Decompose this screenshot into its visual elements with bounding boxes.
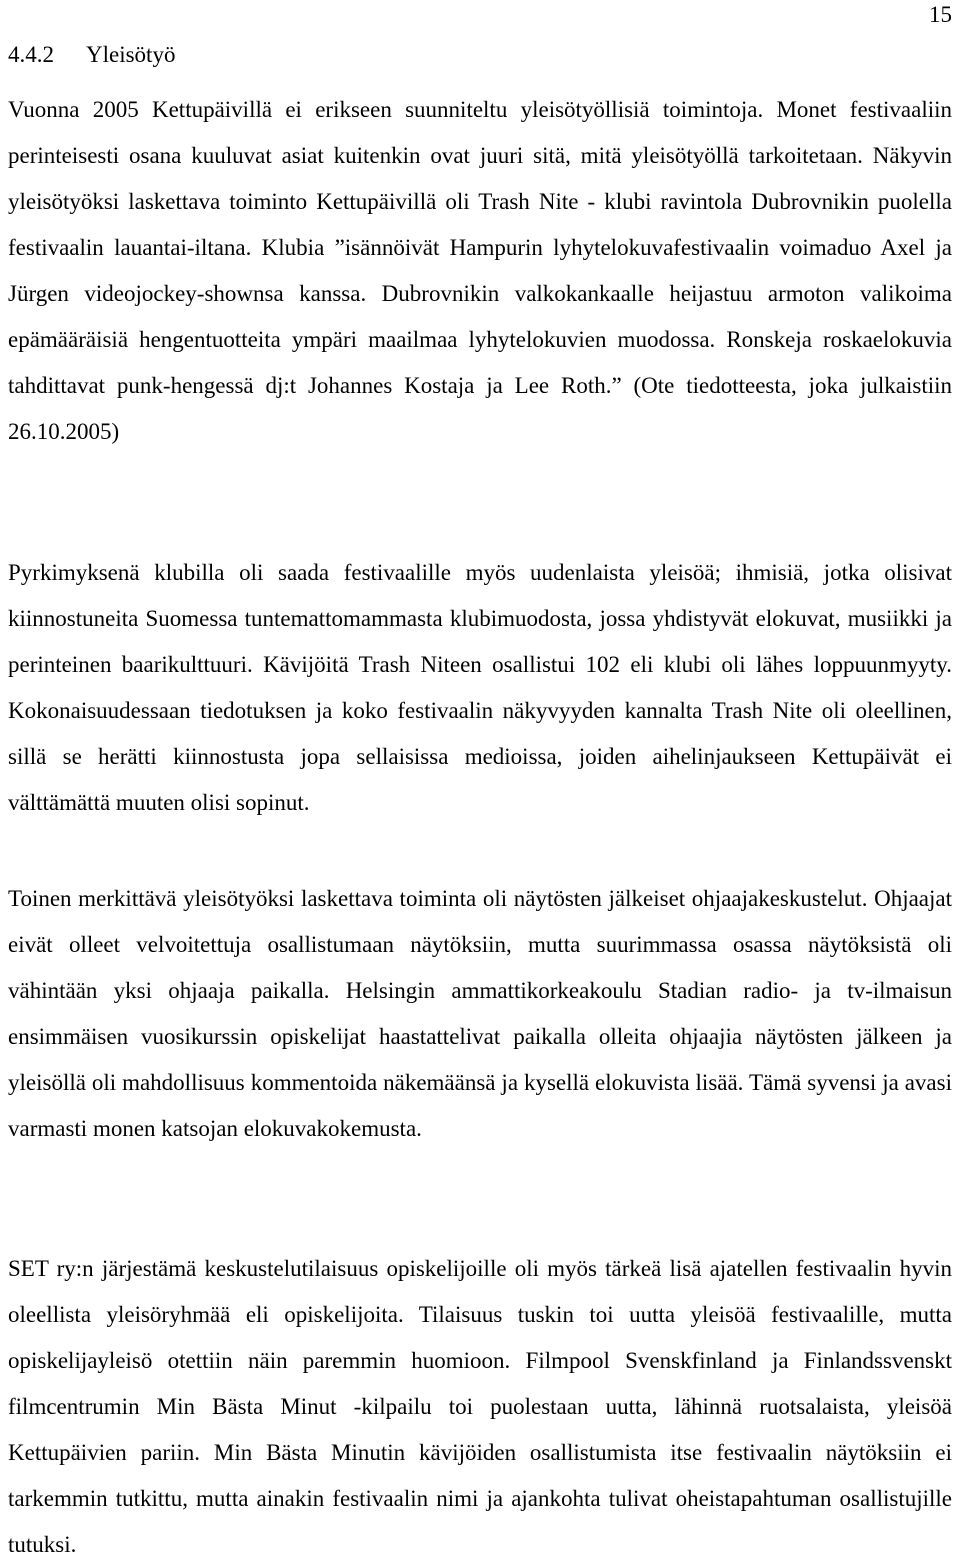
- page-number: 15: [929, 2, 952, 27]
- paragraph-1: Vuonna 2005 Kettupäivillä ei erikseen suunniteltu yleisötyöllisiä toimintoja. Monet festivaaliin perinteisesti osana kuuluvat asiat kuitenkin ovat juuri sitä, mitä yleisötyöllä tarkoitetaan. Näkyvin yleisötyöksi laskettava toiminto Kettupäivillä oli Trash Nite - klubi ravintola Dubrovnikin puolella festivaalin lauantai-iltana. Klubia ”isännöivät Hampurin lyhytelokuvafestivaalin voimaduo Axel ja Jürgen videojockey-shownsa kanssa. Dubrovnikin valkokankaalle heijastuu armoton valikoima epämääräisiä hengentuotteita ympäri maailmaa lyhytelokuvien muodossa. Ronskeja roskaelokuvia tahdittavat punk-hengessä dj:t Johannes Kostaja ja Lee Roth.” (Ote tiedotteesta, joka julkaistiin 26.10.2005): [8, 97, 952, 444]
- paragraph-2: Pyrkimyksenä klubilla oli saada festivaalille myös uudenlaista yleisöä; ihmisiä, jotka olisivat kiinnostuneita Suomessa tuntemattomammasta klubimuodosta, jossa yhdistyvät elokuvat, musiikki ja perinteinen baarikulttuuri. Kävijöitä Trash Niteen osallistui 102 eli klubi oli lähes loppuunmyyty. Kokonaisuudessaan tiedotuksen ja koko festivaalin näkyvyyden kannalta Trash Nite oli oleellinen, sillä se herätti kiinnostusta jopa sellaisissa medioissa, joiden aihelinjaukseen Kettupäivät ei välttämättä muuten olisi sopinut.: [8, 560, 952, 815]
- paragraph-3: Toinen merkittävä yleisötyöksi laskettava toiminta oli näytösten jälkeiset ohjaajakeskustelut. Ohjaajat eivät olleet velvoitettuja osallistumaan näytöksiin, mutta suurimmassa osassa näytöksistä oli vähintään yksi ohjaaja paikalla. Helsingin ammattikorkeakoulu Stadian radio- ja tv-ilmaisun ensimmäisen vuosikurssin opiskelijat haastattelivat paikalla olleita ohjaajia näytösten jälkeen ja yleisöllä oli mahdollisuus kommentoida näkemäänsä ja kysellä elokuvista lisää. Tämä syvensi ja avasi varmasti monen katsojan elokuvakokemusta.: [8, 886, 952, 1141]
- section-number: 4.4.2: [8, 42, 54, 67]
- paragraph-4: SET ry:n järjestämä keskustelutilaisuus opiskelijoille oli myös tärkeä lisä ajatellen festivaalin hyvin oleellista yleisöryhmää eli opiskelijoita. Tilaisuus tuskin toi uutta yleisöä festivaalille, mutta opiskelijayleisö otettiin näin paremmin huomioon. Filmpool Svenskfinland ja Finlandssvenskt filmcentrumin Min Bästa Minut -kilpailu toi puolestaan uutta, lähinnä ruotsalaista, yleisöä Kettupäivien pariin. Min Bästa Minutin kävijöiden osallistumista itse festivaalin näytöksiin ei tarkemmin tutkittu, mutta ainakin festivaalin nimi ja ajankohta tulivat oheistapahtuman osallistujille tutuksi.: [8, 1256, 952, 1557]
- section-title: Yleisötyö: [86, 42, 176, 67]
- section-heading: [8, 40, 175, 70]
